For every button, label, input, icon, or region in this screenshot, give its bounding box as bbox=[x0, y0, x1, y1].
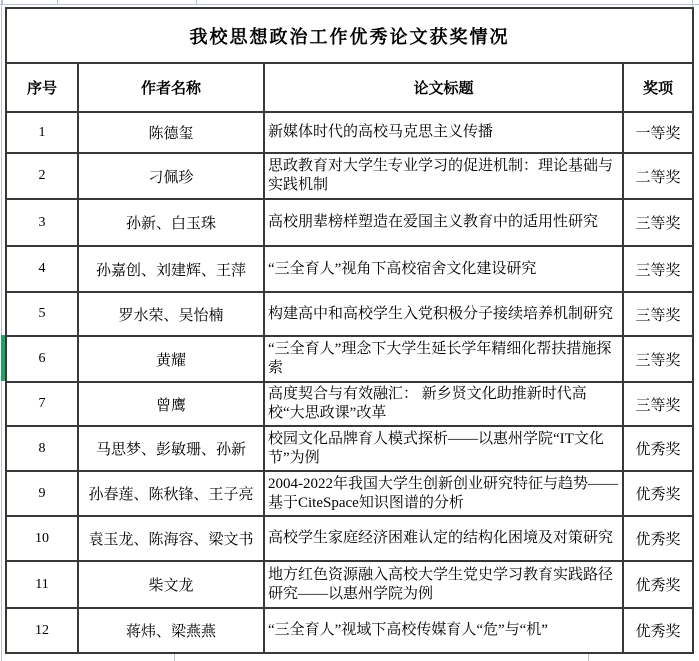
award-cell[interactable]: 一等奖 bbox=[623, 112, 693, 153]
award-cell[interactable]: 二等奖 bbox=[623, 153, 693, 199]
page-title: 我校思想政治工作优秀论文获奖情况 bbox=[6, 8, 693, 63]
award-cell[interactable]: 三等奖 bbox=[623, 382, 693, 426]
authors-cell[interactable]: 罗水荣、吴怡楠 bbox=[78, 292, 264, 336]
award-cell[interactable]: 三等奖 bbox=[623, 292, 693, 336]
table-row bbox=[6, 292, 693, 336]
row-number-cell[interactable]: 9 bbox=[6, 471, 78, 516]
row-number-cell[interactable]: 10 bbox=[6, 516, 78, 561]
row-number-cell[interactable]: 7 bbox=[6, 382, 78, 426]
table-row bbox=[6, 382, 693, 426]
gridline-top-vertical-1 bbox=[2, 0, 3, 5]
paper-title-cell[interactable]: “三全育人”理念下大学生延长学年精细化帮扶措施探索 bbox=[264, 336, 623, 382]
table-row bbox=[6, 199, 693, 246]
table-row bbox=[6, 153, 693, 199]
award-cell[interactable]: 优秀奖 bbox=[623, 426, 693, 471]
paper-title-cell[interactable]: 思政教育对大学生专业学习的促进机制：理论基础与实践机制 bbox=[264, 153, 623, 199]
header-row bbox=[6, 63, 693, 112]
row-number-cell[interactable]: 8 bbox=[6, 426, 78, 471]
table-row bbox=[6, 112, 693, 153]
header-authors[interactable]: 作者名称 bbox=[78, 63, 264, 112]
header-paper-title[interactable]: 论文标题 bbox=[264, 63, 623, 112]
authors-cell[interactable]: 马思梦、彭敏珊、孙新 bbox=[78, 426, 264, 471]
table-row-selected bbox=[6, 336, 693, 382]
authors-cell[interactable]: 蒋炜、梁燕燕 bbox=[78, 608, 264, 653]
award-cell[interactable]: 优秀奖 bbox=[623, 471, 693, 516]
authors-cell[interactable]: 孙春莲、陈秋锋、王子亮 bbox=[78, 471, 264, 516]
gridline-top-horizontal bbox=[0, 4, 699, 5]
table-row bbox=[6, 471, 693, 516]
authors-cell[interactable]: 孙嘉创、刘建辉、王萍 bbox=[78, 246, 264, 292]
gridline-left-vertical bbox=[1, 0, 2, 661]
authors-cell[interactable]: 孙新、白玉珠 bbox=[78, 199, 264, 246]
authors-cell[interactable]: 曾鹰 bbox=[78, 382, 264, 426]
award-table bbox=[5, 7, 694, 654]
header-index[interactable]: 序号 bbox=[6, 63, 78, 112]
row-number-cell[interactable]: 4 bbox=[6, 246, 78, 292]
paper-title-cell[interactable]: 高校朋辈榜样塑造在爱国主义教育中的适用性研究 bbox=[264, 199, 623, 246]
award-cell[interactable]: 优秀奖 bbox=[623, 561, 693, 608]
paper-title-cell[interactable]: 地方红色资源融入高校大学生党史学习教育实践路径研究——以惠州学院为例 bbox=[264, 561, 623, 608]
table-row bbox=[6, 246, 693, 292]
award-cell[interactable]: 三等奖 bbox=[623, 246, 693, 292]
gridline-top-vertical-2 bbox=[57, 0, 58, 5]
title-row bbox=[6, 8, 693, 63]
row-number-cell[interactable]: 11 bbox=[6, 561, 78, 608]
authors-cell[interactable]: 黄耀 bbox=[78, 336, 264, 382]
authors-cell[interactable]: 袁玉龙、陈海容、梁文书 bbox=[78, 516, 264, 561]
award-cell[interactable]: 三等奖 bbox=[623, 336, 693, 382]
row-number-cell[interactable]: 12 bbox=[6, 608, 78, 653]
table-row bbox=[6, 608, 693, 653]
table-row bbox=[6, 561, 693, 608]
award-cell[interactable]: 优秀奖 bbox=[623, 516, 693, 561]
paper-title-cell[interactable]: “三全育人”视域下高校传媒育人“危”与“机” bbox=[264, 608, 623, 653]
gridline-top-vertical-4 bbox=[692, 0, 693, 7]
table-row bbox=[6, 426, 693, 471]
authors-cell[interactable]: 陈德玺 bbox=[78, 112, 264, 153]
row-number-cell[interactable]: 5 bbox=[6, 292, 78, 336]
paper-title-cell[interactable]: 高校学生家庭经济困难认定的结构化困境及对策研究 bbox=[264, 516, 623, 561]
header-award[interactable]: 奖项 bbox=[623, 63, 693, 112]
paper-title-cell[interactable]: 校园文化品牌育人模式探析——以惠州学院“IT文化节”为例 bbox=[264, 426, 623, 471]
award-cell[interactable]: 优秀奖 bbox=[623, 608, 693, 653]
paper-title-cell[interactable]: 2004-2022年我国大学生创新创业研究特征与趋势——基于CiteSpace知识图谱的分析 bbox=[264, 471, 623, 516]
row-number-cell[interactable]: 6 bbox=[6, 336, 78, 382]
authors-cell[interactable]: 刁佩珍 bbox=[78, 153, 264, 199]
paper-title-cell[interactable]: “三全育人”视角下高校宿舍文化建设研究 bbox=[264, 246, 623, 292]
row-number-cell[interactable]: 2 bbox=[6, 153, 78, 199]
row-number-cell[interactable]: 3 bbox=[6, 199, 78, 246]
award-cell[interactable]: 三等奖 bbox=[623, 199, 693, 246]
gridline-top-vertical-3 bbox=[196, 0, 197, 5]
table-row bbox=[6, 516, 693, 561]
paper-title-cell[interactable]: 新媒体时代的高校马克思主义传播 bbox=[264, 112, 623, 153]
row-number-cell[interactable]: 1 bbox=[6, 112, 78, 153]
paper-title-cell[interactable]: 高度契合与有效融汇： 新乡贤文化助推新时代高校“大思政课”改革 bbox=[264, 382, 623, 426]
paper-title-cell[interactable]: 构建高中和高校学生入党积极分子接续培养机制研究 bbox=[264, 292, 623, 336]
authors-cell[interactable]: 柴文龙 bbox=[78, 561, 264, 608]
row-6-selection-marker bbox=[1, 335, 5, 381]
